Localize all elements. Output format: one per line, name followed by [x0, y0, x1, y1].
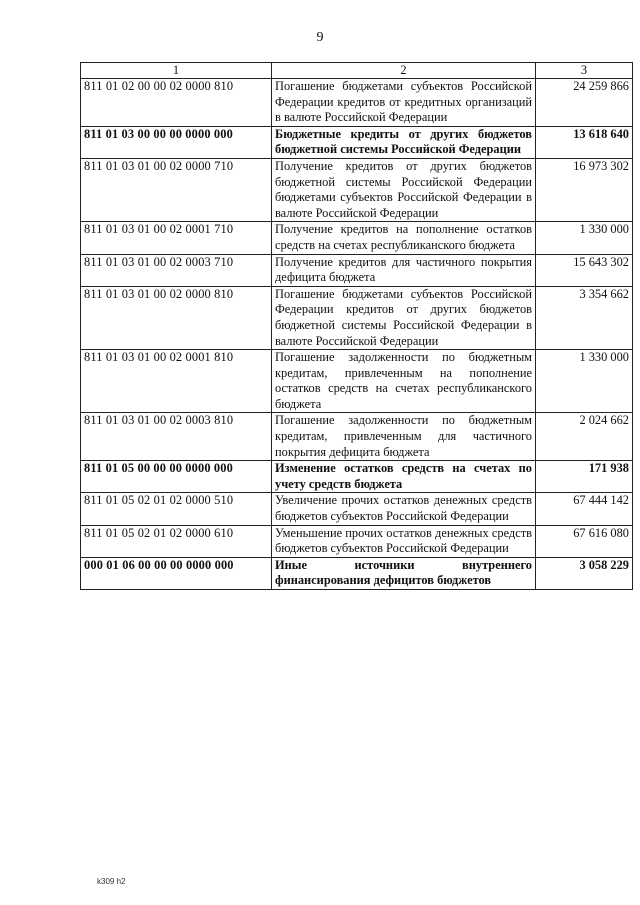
- row-code: 811 01 05 02 01 02 0000 510: [81, 493, 272, 525]
- table-row: [81, 222, 633, 254]
- column-header-description: 2: [272, 63, 536, 79]
- row-amount: 1 330 000: [536, 222, 633, 254]
- row-code: 811 01 03 01 00 02 0001 810: [81, 350, 272, 413]
- column-header-code: 1: [81, 63, 272, 79]
- budget-sources-table: [80, 62, 633, 590]
- row-description: Погашение бюджетами субъектов Российской Федерации кредитов от кредитных организаций в валюте Российской Федерации: [272, 79, 536, 127]
- row-amount: 3 354 662: [536, 286, 633, 349]
- table-header: [81, 63, 633, 79]
- row-description: Получение кредитов для частичного покрытия дефицита бюджета: [272, 254, 536, 286]
- row-code: 811 01 03 01 00 02 0001 710: [81, 222, 272, 254]
- table-body: [81, 79, 633, 590]
- row-code: 000 01 06 00 00 00 0000 000: [81, 557, 272, 589]
- row-amount: 13 618 640: [536, 126, 633, 158]
- table-row: [81, 254, 633, 286]
- row-amount: 15 643 302: [536, 254, 633, 286]
- row-amount: 1 330 000: [536, 350, 633, 413]
- row-description: Погашение бюджетами субъектов Российской Федерации кредитов от других бюджетов бюджетной системы Российской Федерации в валюте Российской Федерации: [272, 286, 536, 349]
- row-code: 811 01 03 00 00 00 0000 000: [81, 126, 272, 158]
- row-description: Погашение задолженности по бюджетным кредитам, привлеченным для частичного покрытия дефицита бюджета: [272, 413, 536, 461]
- header-row: [81, 63, 633, 79]
- row-code: 811 01 03 01 00 02 0003 810: [81, 413, 272, 461]
- row-code: 811 01 05 00 00 00 0000 000: [81, 461, 272, 493]
- row-description: Иные источники внутреннего финансирования дефицитов бюджетов: [272, 557, 536, 589]
- table-row: [81, 350, 633, 413]
- row-code: 811 01 03 01 00 02 0000 710: [81, 158, 272, 221]
- table-row: [81, 493, 633, 525]
- row-code: 811 01 05 02 01 02 0000 610: [81, 525, 272, 557]
- row-amount: 3 058 229: [536, 557, 633, 589]
- row-description: Изменение остатков средств на счетах по учету средств бюджета: [272, 461, 536, 493]
- row-amount: 16 973 302: [536, 158, 633, 221]
- row-amount: 171 938: [536, 461, 633, 493]
- row-code: 811 01 03 01 00 02 0000 810: [81, 286, 272, 349]
- table-row: [81, 525, 633, 557]
- row-description: Получение кредитов от других бюджетов бюджетной системы Российской Федерации бюджетами субъектов Российской Федерации в валюте Российской Федерации: [272, 158, 536, 221]
- row-description: Увеличение прочих остатков денежных средств бюджетов субъектов Российской Федерации: [272, 493, 536, 525]
- column-header-amount: 3: [536, 63, 633, 79]
- table-row: [81, 158, 633, 221]
- row-code: 811 01 03 01 00 02 0003 710: [81, 254, 272, 286]
- row-description: Уменьшение прочих остатков денежных средств бюджетов субъектов Российской Федерации: [272, 525, 536, 557]
- table-row: [81, 126, 633, 158]
- row-amount: 67 616 080: [536, 525, 633, 557]
- table-row: [81, 461, 633, 493]
- row-amount: 2 024 662: [536, 413, 633, 461]
- row-code: 811 01 02 00 00 02 0000 810: [81, 79, 272, 127]
- row-amount: 67 444 142: [536, 493, 633, 525]
- page-number: 9: [316, 30, 324, 45]
- table-row: [81, 79, 633, 127]
- footer-document-mark: k309 h2: [97, 877, 126, 886]
- row-description: Бюджетные кредиты от других бюджетов бюджетной системы Российской Федерации: [272, 126, 536, 158]
- row-description: Получение кредитов на пополнение остатков средств на счетах республиканского бюджета: [272, 222, 536, 254]
- table-row: [81, 413, 633, 461]
- row-amount: 24 259 866: [536, 79, 633, 127]
- row-description: Погашение задолженности по бюджетным кредитам, привлеченным на пополнение остатков средств на счетах республиканского бюджета: [272, 350, 536, 413]
- table-row: [81, 557, 633, 589]
- table-row: [81, 286, 633, 349]
